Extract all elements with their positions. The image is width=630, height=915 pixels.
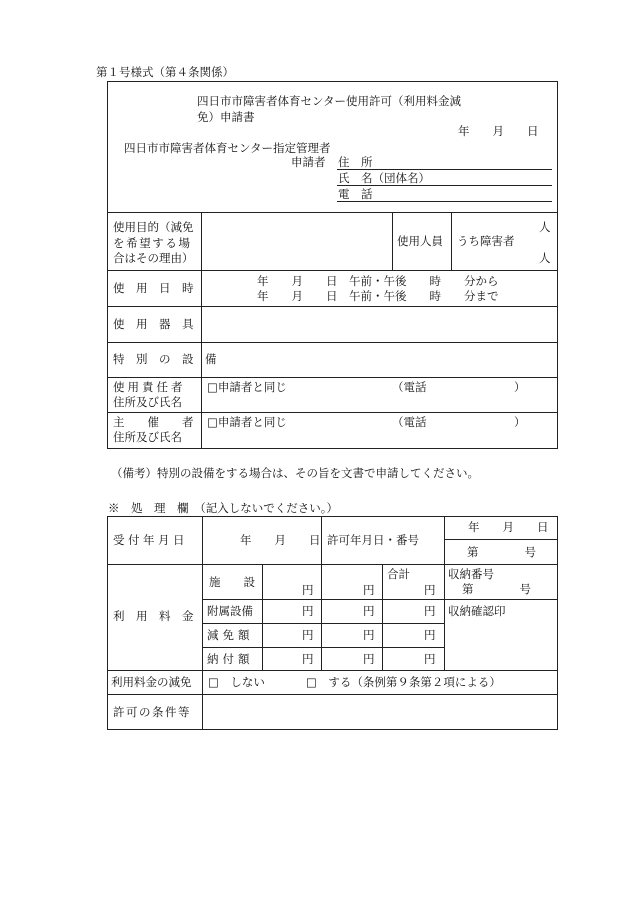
facility-label: 施 設 [209, 575, 255, 589]
reduction-yen-2: 円 [363, 628, 375, 642]
permit-number[interactable]: 第 号 [467, 545, 536, 559]
organizer-label-1: 主 催 者 [113, 415, 194, 429]
received-date[interactable]: 年 月 日 [240, 533, 321, 547]
receipt-confirm-label: 収納確認印 [448, 604, 506, 618]
organizer-phone-open: （電話 [392, 415, 427, 429]
disabled-users-unit: 人 [539, 251, 551, 265]
column-divider [451, 212, 452, 270]
manager-phone-open: （電話 [392, 380, 427, 394]
payment-yen-total: 円 [424, 652, 436, 666]
column-divider [321, 516, 322, 564]
purpose-label-2: を希望する場 [113, 236, 192, 250]
row-divider [444, 599, 558, 600]
purpose-field[interactable] [202, 213, 391, 269]
note: （備考）特別の設備をする場合は、その旨を文書で申請してください。 [111, 466, 479, 480]
facility-yen-total: 円 [424, 583, 436, 597]
name-field[interactable] [337, 185, 552, 186]
attached-equipment-label: 附属設備 [207, 604, 253, 618]
column-divider [392, 212, 393, 270]
organizer-phone-close: ） [514, 415, 526, 429]
attached-yen-2: 円 [363, 604, 375, 618]
reduction-label: 減免額 [207, 628, 254, 642]
form-title-line2: 免）申請書 [197, 110, 255, 124]
phone-field[interactable] [337, 201, 552, 202]
row-divider [107, 412, 558, 413]
manager-label-2: 住所及び氏名 [113, 395, 182, 409]
form-title-line1: 四日市市障害者体育センター使用許可（利用料金減 [197, 94, 462, 108]
row-divider [202, 647, 444, 648]
manager-phone-close: ） [514, 380, 526, 394]
facility-yen-2: 円 [363, 583, 375, 597]
total-label: 合計 [387, 567, 410, 581]
row-divider [107, 377, 558, 378]
received-date-label: 受付年月日 [113, 533, 188, 547]
form-number: 第１号様式（第４条関係） [96, 65, 234, 79]
processing-heading: ※ 処 理 欄 （記入しないでください。） [108, 501, 338, 515]
column-divider [382, 564, 383, 670]
datetime-to[interactable]: 年 月 日 午前・午後 時 分まで [257, 289, 499, 303]
purpose-label-3: 合はその理由） [113, 251, 194, 265]
fee-label: 利 用 料 金 [113, 609, 194, 623]
phone-label: 電 話 [338, 187, 373, 201]
manager-label-1: 使用責任者 [113, 380, 186, 394]
column-divider [262, 564, 263, 670]
fee-reduction-label: 利用料金の減免 [111, 675, 192, 689]
permit-label: 許可年月日・番号 [327, 533, 419, 547]
payment-yen-1: 円 [302, 652, 314, 666]
conditions-field[interactable] [203, 695, 557, 729]
address-label: 住 所 [338, 155, 373, 169]
column-divider [321, 564, 322, 670]
organizer-label-2: 住所及び氏名 [113, 430, 182, 444]
payment-label: 納付額 [207, 652, 254, 666]
addressee: 四日市市障害者体育センター指定管理者 [124, 141, 331, 155]
attached-yen-1: 円 [302, 604, 314, 618]
permit-date[interactable]: 年 月 日 [468, 520, 549, 534]
equipment-label: 使 用 器 具 [113, 317, 194, 331]
name-label: 氏 名（団体名） [338, 171, 430, 185]
datetime-label: 使 用 日 時 [113, 281, 194, 295]
row-divider [202, 623, 444, 624]
organizer-same-checkbox[interactable]: □申請者と同じ [207, 415, 287, 429]
reduction-yen-1: 円 [302, 628, 314, 642]
receipt-number-value[interactable]: 第 号 [462, 582, 531, 596]
address-field[interactable] [337, 169, 552, 170]
reduction-yen-total: 円 [424, 628, 436, 642]
special-facilities-label: 特 別 の 設 備 [113, 352, 217, 366]
disabled-users-label: うち障害者 [457, 234, 515, 248]
row-divider [107, 270, 558, 271]
row-divider [202, 599, 444, 600]
payment-yen-2: 円 [363, 652, 375, 666]
applicant-label: 申請者 [291, 155, 326, 169]
fee-reduction-no-option[interactable]: □ しない [208, 675, 265, 689]
row-divider [444, 539, 558, 540]
special-facilities-field[interactable] [202, 343, 557, 376]
manager-same-checkbox[interactable]: □申請者と同じ [207, 380, 287, 394]
users-unit: 人 [539, 220, 551, 234]
attached-yen-total: 円 [424, 604, 436, 618]
row-divider [107, 670, 558, 671]
facility-yen-1: 円 [302, 583, 314, 597]
equipment-field[interactable] [202, 307, 557, 341]
fee-reduction-yes-option[interactable]: □ する（条例第９条第２項による） [306, 675, 501, 689]
datetime-from[interactable]: 年 月 日 午前・午後 時 分から [257, 274, 499, 288]
conditions-label: 許可の条件等 [113, 705, 191, 719]
receipt-number-label: 収納番号 [448, 567, 494, 581]
purpose-label-1: 使用目的（減免 [113, 220, 194, 234]
application-date[interactable]: 年 月 日 [458, 124, 539, 138]
users-label: 使用人員 [397, 234, 443, 248]
column-divider [444, 516, 445, 670]
row-divider [107, 564, 558, 565]
